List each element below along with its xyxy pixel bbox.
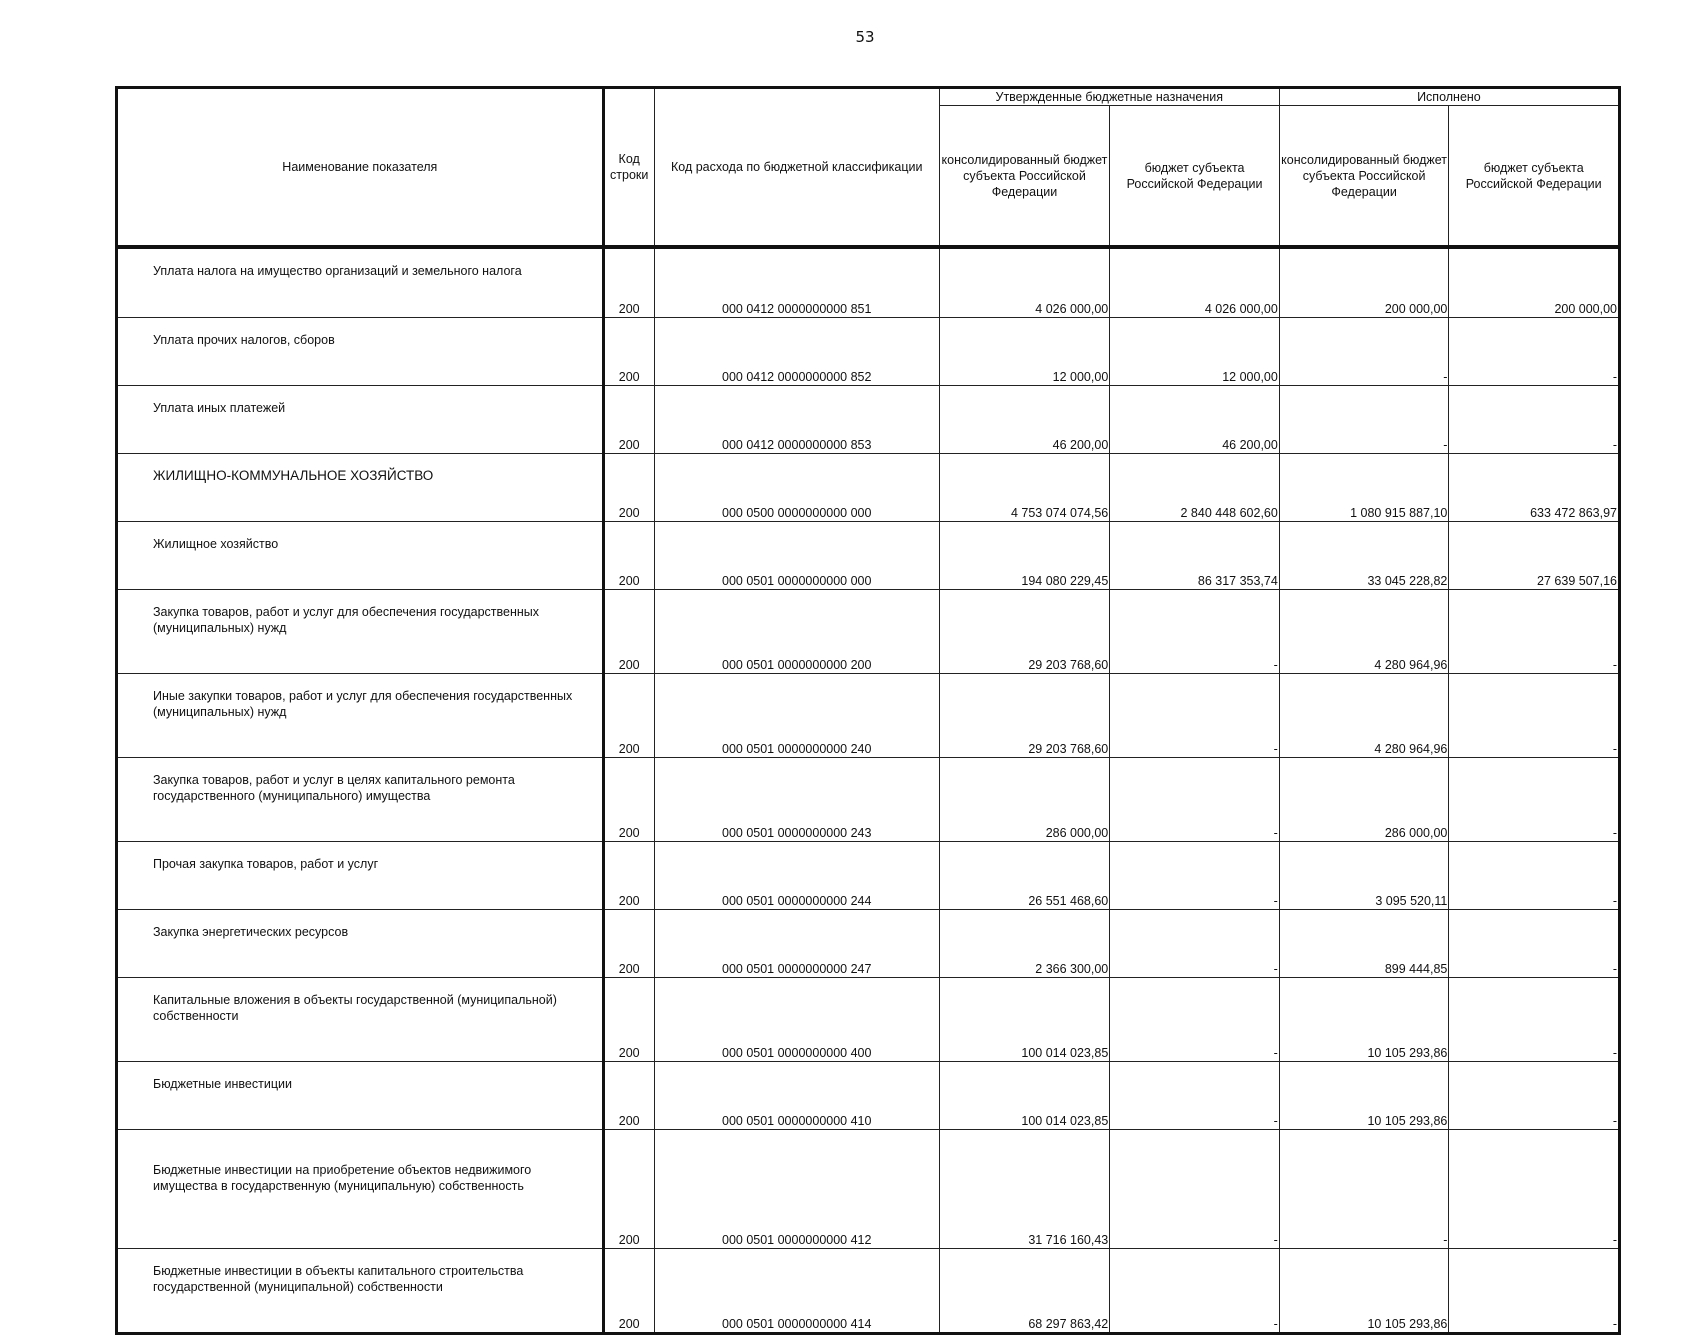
table-row xyxy=(117,978,1620,1062)
row-approved-subject: - xyxy=(1110,1249,1280,1334)
row-executed-subject: - xyxy=(1449,758,1620,842)
row-line-code: 200 xyxy=(603,522,654,590)
row-name: Закупка товаров, работ и услуг в целях капитального ремонта государственного (муниципального) имущества xyxy=(117,758,604,842)
header-approved-consolidated: консолидированный бюджет субъекта Российской Федерации xyxy=(939,106,1110,248)
row-approved-consolidated: 4 026 000,00 xyxy=(939,247,1110,318)
row-approved-consolidated: 68 297 863,42 xyxy=(939,1249,1110,1334)
row-executed-consolidated: 286 000,00 xyxy=(1279,758,1449,842)
row-executed-consolidated: 4 280 964,96 xyxy=(1279,674,1449,758)
row-line-code: 200 xyxy=(603,318,654,386)
row-executed-subject: - xyxy=(1449,842,1620,910)
row-approved-subject: 2 840 448 602,60 xyxy=(1110,454,1280,522)
row-approved-consolidated: 46 200,00 xyxy=(939,386,1110,454)
row-executed-subject: 200 000,00 xyxy=(1449,247,1620,318)
row-classification-code: 000 0501 0000000000 240 xyxy=(654,674,939,758)
row-approved-consolidated: 12 000,00 xyxy=(939,318,1110,386)
row-executed-subject: - xyxy=(1449,1249,1620,1334)
row-classification-code: 000 0501 0000000000 200 xyxy=(654,590,939,674)
table-row xyxy=(117,758,1620,842)
row-name: Уплата прочих налогов, сборов xyxy=(117,318,604,386)
table-row xyxy=(117,522,1620,590)
budget-execution-table xyxy=(115,86,1621,1335)
row-executed-consolidated: 899 444,85 xyxy=(1279,910,1449,978)
row-executed-consolidated: - xyxy=(1279,386,1449,454)
row-line-code: 200 xyxy=(603,842,654,910)
table-row xyxy=(117,1130,1620,1249)
row-executed-consolidated: 10 105 293,86 xyxy=(1279,1062,1449,1130)
row-approved-subject: - xyxy=(1110,978,1280,1062)
row-approved-subject: - xyxy=(1110,1130,1280,1249)
header-executed-group: Исполнено xyxy=(1279,88,1619,106)
row-executed-subject: - xyxy=(1449,910,1620,978)
row-line-code: 200 xyxy=(603,590,654,674)
row-approved-subject: 4 026 000,00 xyxy=(1110,247,1280,318)
row-line-code: 200 xyxy=(603,454,654,522)
header-line-code: Код строки xyxy=(603,88,654,248)
row-classification-code: 000 0500 0000000000 000 xyxy=(654,454,939,522)
row-executed-consolidated: 3 095 520,11 xyxy=(1279,842,1449,910)
table-row xyxy=(117,842,1620,910)
row-approved-consolidated: 29 203 768,60 xyxy=(939,674,1110,758)
row-approved-subject: - xyxy=(1110,590,1280,674)
table-row xyxy=(117,1249,1620,1334)
row-executed-subject: 27 639 507,16 xyxy=(1449,522,1620,590)
table-row xyxy=(117,454,1620,522)
row-name: ЖИЛИЩНО-КОММУНАЛЬНОЕ ХОЗЯЙСТВО xyxy=(117,454,604,522)
row-line-code: 200 xyxy=(603,758,654,842)
row-executed-consolidated: 10 105 293,86 xyxy=(1279,1249,1449,1334)
row-executed-subject: - xyxy=(1449,1130,1620,1249)
row-approved-subject: - xyxy=(1110,842,1280,910)
row-executed-subject: - xyxy=(1449,978,1620,1062)
table-row xyxy=(117,318,1620,386)
row-classification-code: 000 0501 0000000000 400 xyxy=(654,978,939,1062)
row-name: Закупка энергетических ресурсов xyxy=(117,910,604,978)
row-approved-consolidated: 100 014 023,85 xyxy=(939,978,1110,1062)
row-line-code: 200 xyxy=(603,978,654,1062)
row-line-code: 200 xyxy=(603,674,654,758)
header-name: Наименование показателя xyxy=(117,88,604,248)
row-approved-consolidated: 194 080 229,45 xyxy=(939,522,1110,590)
row-executed-subject: - xyxy=(1449,386,1620,454)
row-approved-subject: 12 000,00 xyxy=(1110,318,1280,386)
row-line-code: 200 xyxy=(603,247,654,318)
row-classification-code: 000 0501 0000000000 412 xyxy=(654,1130,939,1249)
row-classification-code: 000 0501 0000000000 414 xyxy=(654,1249,939,1334)
table-row xyxy=(117,386,1620,454)
row-name: Прочая закупка товаров, работ и услуг xyxy=(117,842,604,910)
header-executed-subject: бюджет субъекта Российской Федерации xyxy=(1449,106,1620,248)
row-approved-subject: - xyxy=(1110,674,1280,758)
row-approved-subject: 86 317 353,74 xyxy=(1110,522,1280,590)
table-row xyxy=(117,910,1620,978)
row-approved-subject: 46 200,00 xyxy=(1110,386,1280,454)
row-approved-subject: - xyxy=(1110,758,1280,842)
row-approved-subject: - xyxy=(1110,1062,1280,1130)
row-line-code: 200 xyxy=(603,1062,654,1130)
row-classification-code: 000 0501 0000000000 244 xyxy=(654,842,939,910)
page-number: 53 xyxy=(855,28,875,46)
row-line-code: 200 xyxy=(603,1249,654,1334)
row-classification-code: 000 0501 0000000000 243 xyxy=(654,758,939,842)
row-line-code: 200 xyxy=(603,386,654,454)
row-approved-consolidated: 31 716 160,43 xyxy=(939,1130,1110,1249)
row-name: Уплата налога на имущество организаций и земельного налога xyxy=(117,247,604,318)
table-row xyxy=(117,247,1620,318)
row-executed-subject: - xyxy=(1449,590,1620,674)
row-executed-subject: - xyxy=(1449,674,1620,758)
row-name: Бюджетные инвестиции на приобретение объектов недвижимого имущества в государственную (муниципальную) собственность xyxy=(117,1130,604,1249)
row-classification-code: 000 0412 0000000000 853 xyxy=(654,386,939,454)
header-executed-consolidated: консолидированный бюджет субъекта Российской Федерации xyxy=(1279,106,1449,248)
row-name: Капитальные вложения в объекты государственной (муниципальной) собственности xyxy=(117,978,604,1062)
row-name: Жилищное хозяйство xyxy=(117,522,604,590)
row-approved-consolidated: 4 753 074 074,56 xyxy=(939,454,1110,522)
row-classification-code: 000 0412 0000000000 851 xyxy=(654,247,939,318)
row-name: Закупка товаров, работ и услуг для обеспечения государственных (муниципальных) нужд xyxy=(117,590,604,674)
row-executed-consolidated: 33 045 228,82 xyxy=(1279,522,1449,590)
row-executed-consolidated: 1 080 915 887,10 xyxy=(1279,454,1449,522)
table-row xyxy=(117,674,1620,758)
row-approved-consolidated: 100 014 023,85 xyxy=(939,1062,1110,1130)
header-group-row xyxy=(117,88,1620,106)
row-executed-consolidated: 4 280 964,96 xyxy=(1279,590,1449,674)
row-executed-consolidated: - xyxy=(1279,318,1449,386)
table-body xyxy=(117,247,1620,1334)
header-approved-group: Утвержденные бюджетные назначения xyxy=(939,88,1279,106)
row-name: Иные закупки товаров, работ и услуг для обеспечения государственных (муниципальных) нужд xyxy=(117,674,604,758)
row-name: Бюджетные инвестиции xyxy=(117,1062,604,1130)
row-approved-subject: - xyxy=(1110,910,1280,978)
row-executed-subject: 633 472 863,97 xyxy=(1449,454,1620,522)
row-approved-consolidated: 29 203 768,60 xyxy=(939,590,1110,674)
row-classification-code: 000 0501 0000000000 000 xyxy=(654,522,939,590)
row-executed-consolidated: 200 000,00 xyxy=(1279,247,1449,318)
row-executed-consolidated: 10 105 293,86 xyxy=(1279,978,1449,1062)
row-executed-subject: - xyxy=(1449,1062,1620,1130)
row-executed-subject: - xyxy=(1449,318,1620,386)
row-classification-code: 000 0412 0000000000 852 xyxy=(654,318,939,386)
row-line-code: 200 xyxy=(603,910,654,978)
row-approved-consolidated: 286 000,00 xyxy=(939,758,1110,842)
table-row xyxy=(117,1062,1620,1130)
row-classification-code: 000 0501 0000000000 410 xyxy=(654,1062,939,1130)
header-classification-code: Код расхода по бюджетной классификации xyxy=(654,88,939,248)
row-name: Уплата иных платежей xyxy=(117,386,604,454)
row-classification-code: 000 0501 0000000000 247 xyxy=(654,910,939,978)
row-line-code: 200 xyxy=(603,1130,654,1249)
row-name: Бюджетные инвестиции в объекты капитального строительства государственной (муниципальной) собственности xyxy=(117,1249,604,1334)
row-executed-consolidated: - xyxy=(1279,1130,1449,1249)
header-approved-subject: бюджет субъекта Российской Федерации xyxy=(1110,106,1280,248)
row-approved-consolidated: 26 551 468,60 xyxy=(939,842,1110,910)
row-approved-consolidated: 2 366 300,00 xyxy=(939,910,1110,978)
table-row xyxy=(117,590,1620,674)
